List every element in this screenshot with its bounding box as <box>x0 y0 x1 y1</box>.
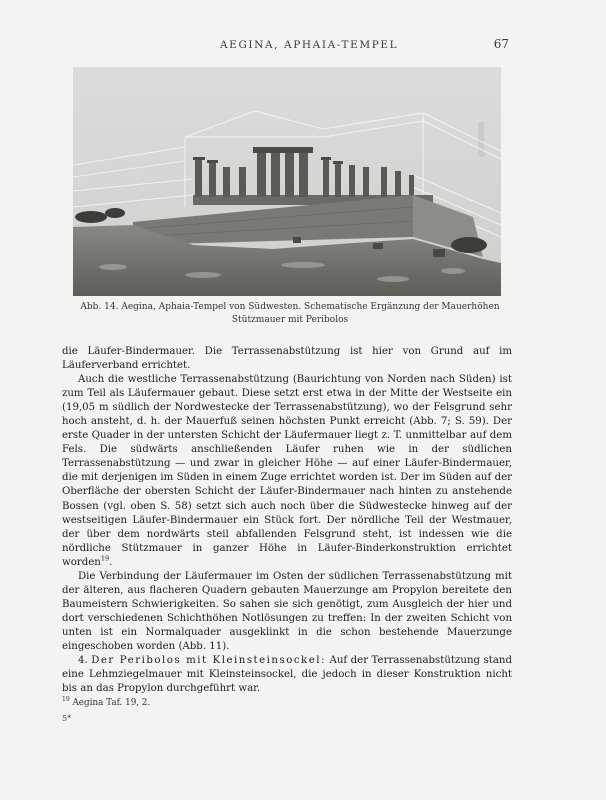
paragraph-4 <box>62 654 512 696</box>
caption-line-1: Abb. 14. Aegina, Aphaia-Tempel von Südwesten. Schematische Ergänzung der Mauerhöhen <box>80 302 500 312</box>
printer-signature: 5* <box>62 714 72 723</box>
paragraph-4-text: Auf der Terrassenabstützung stand eine Lehmziegelmauer mit Kleinsteinsockel, die jedoch in dieser Konstruktion nicht bis an das Propylon durchgeführt war. <box>62 655 512 695</box>
section-number: 4. <box>78 655 88 667</box>
page-number: 67 <box>493 37 509 51</box>
temple-photograph <box>73 67 501 296</box>
temple-photo-svg <box>73 67 501 296</box>
paragraph-1: die Läufer-Bindermauer. Die Terrassenabstützung ist hier von Grund auf im Läuferverband errichtet. <box>62 346 512 372</box>
paragraph-2-end: . <box>109 556 113 568</box>
paragraph-2 <box>62 373 512 570</box>
paragraph-3: Die Verbindung der Läufermauer im Osten der südlichen Terrassenabstützung mit der älteren, aus flacheren Quadern gebauten Mauerzunge am Propylon bereitete den Baumeistern Schwierigkeiten. So sahen sie sich genötigt, zum Ausgleich der hier und dort verschiedenen Schichthöhen Notlösungen zu treffen: In der zweiten Schicht von unten ist ein Normalquader ausgeklinkt in die schon bestehende Mauerzunge eingeschoben worden (Abb. 11). <box>62 570 512 652</box>
footnote-ref-19[interactable]: 19 <box>100 554 110 563</box>
footnote-marker: 19 <box>62 696 70 704</box>
footnote <box>62 697 512 710</box>
running-head-title: AEGINA, APHAIA-TEMPEL <box>220 39 399 51</box>
running-head <box>0 37 606 53</box>
paragraph-2-text: Auch die westliche Terrassenabstützung (Baurichtung von Norden nach Süden) ist zum Teil als Läufermauer gebaut. Diese setzt erst etwa in der Mitte der Westseite ein (19,05 m südlich der Nordwestecke der Terrassenabstützung), wo der Felsgrund sehr hoch ansteht, d. h. der Mauerfuß seinen höchsten Punkt erreicht (Abb. 7; S. 59). Der erste Quader in der untersten Schicht der Läufermauer liegt z. T. unmittelbar auf dem Fels. Die südwärts anschließenden Läufer ruhen wie in der südlichen Terrassenabstützung — und zwar in gleicher Höhe — auf einer Läufer-Bindermauer, die mit derjenigen im Süden in einem Zuge errichtet worden ist. Der im Süden auf der Oberfläche der obersten Schicht der Läufer-Bindermauer nach hinten zu anstehende Bossen (vgl. oben S. 58) setzt sich auch noch über die Südwestecke hinweg auf der westseitigen Läufer-Bindermauer ein Stück fort. Der nördliche Teil der Westmauer, der über dem nordwärts steil abfallenden Felsgrund steht, ist indessen wie die nördliche Stützmauer in ganzer Höhe in Läufer-Binderkonstruktion errichtet worden <box>62 374 512 568</box>
body-text <box>62 345 512 696</box>
caption-line-2: Stützmauer mit Peribolos <box>231 314 349 325</box>
footnote-text: Aegina Taf. 19, 2. <box>72 698 151 708</box>
section-heading: Der Peribolos mit Kleinsteinsockel: <box>91 655 326 667</box>
figure-caption <box>60 301 520 326</box>
